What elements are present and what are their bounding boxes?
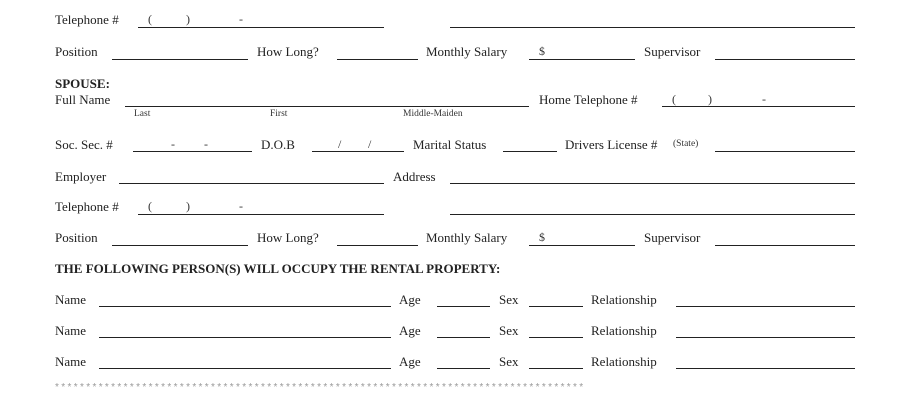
- spouse-dob-label: D.O.B: [261, 137, 295, 152]
- occupant-sex-label: Sex: [499, 323, 519, 338]
- spouse-how-long-label: How Long?: [257, 230, 319, 245]
- telephone-extra-field[interactable]: [450, 27, 855, 28]
- occupant-age-field[interactable]: [437, 368, 490, 369]
- occupant-sex-field[interactable]: [529, 368, 583, 369]
- spouse-drivers-license-field[interactable]: [715, 151, 855, 152]
- occupant-sex-field[interactable]: [529, 306, 583, 307]
- spouse-home-telephone-label: Home Telephone #: [539, 92, 638, 107]
- name-sublabel-first: First: [270, 109, 288, 119]
- occupants-heading: THE FOLLOWING PERSON(S) WILL OCCUPY THE RENTAL PROPERTY:: [55, 261, 501, 276]
- spouse-salary-dollar-sign: $: [539, 230, 545, 244]
- spouse-telephone-extra-field[interactable]: [450, 214, 855, 215]
- occupant-relationship-field[interactable]: [676, 306, 855, 307]
- home-telephone-dash: -: [762, 92, 766, 106]
- occupant-relationship-label: Relationship: [591, 292, 657, 307]
- occupant-name-label: Name: [55, 354, 87, 369]
- position-field[interactable]: [112, 59, 248, 60]
- occupant-name-label: Name: [55, 323, 87, 338]
- telephone-open-paren: (: [148, 12, 152, 26]
- spouse-employer-field[interactable]: [119, 183, 384, 184]
- spouse-how-long-field[interactable]: [337, 245, 418, 246]
- name-sublabel-last: Last: [134, 109, 151, 119]
- occupant-name-field[interactable]: [99, 306, 391, 307]
- occupant-age-label: Age: [399, 292, 421, 307]
- spouse-ssn-label: Soc. Sec. #: [55, 137, 113, 152]
- supervisor-field[interactable]: [715, 59, 855, 60]
- spouse-full-name-field[interactable]: [125, 106, 529, 107]
- occupant-age-field[interactable]: [437, 337, 490, 338]
- spouse-supervisor-field[interactable]: [715, 245, 855, 246]
- spouse-telephone-dash: -: [239, 199, 243, 213]
- spouse-position-field[interactable]: [112, 245, 248, 246]
- spouse-telephone-close-paren: ): [186, 199, 190, 213]
- spouse-supervisor-label: Supervisor: [644, 230, 701, 245]
- occupant-age-label: Age: [399, 354, 421, 369]
- ssn-dash-2: -: [204, 137, 208, 151]
- spouse-full-name-label: Full Name: [55, 92, 111, 107]
- spouse-marital-status-label: Marital Status: [413, 137, 487, 152]
- spouse-marital-status-field[interactable]: [503, 151, 557, 152]
- telephone-close-paren: ): [186, 12, 190, 26]
- asterisk-separator: *************************************************************************************: [55, 382, 586, 393]
- telephone-label: Telephone #: [55, 12, 119, 27]
- telephone-field[interactable]: [138, 27, 384, 28]
- occupant-sex-label: Sex: [499, 292, 519, 307]
- telephone-dash: -: [239, 12, 243, 26]
- spouse-monthly-salary-field[interactable]: [529, 245, 635, 246]
- spouse-drivers-license-label: Drivers License #: [565, 137, 658, 152]
- spouse-ssn-field[interactable]: [133, 151, 252, 152]
- occupant-age-field[interactable]: [437, 306, 490, 307]
- dob-slash-1: /: [338, 137, 342, 151]
- occupant-sex-field[interactable]: [529, 337, 583, 338]
- position-label: Position: [55, 44, 98, 59]
- dob-slash-2: /: [368, 137, 372, 151]
- spouse-telephone-label: Telephone #: [55, 199, 119, 214]
- name-sublabel-middle-maiden: Middle-Maiden: [403, 109, 463, 119]
- spouse-dob-field[interactable]: [312, 151, 404, 152]
- occupant-sex-label: Sex: [499, 354, 519, 369]
- spouse-position-label: Position: [55, 230, 98, 245]
- occupant-age-label: Age: [399, 323, 421, 338]
- supervisor-label: Supervisor: [644, 44, 701, 59]
- occupant-relationship-label: Relationship: [591, 354, 657, 369]
- monthly-salary-label: Monthly Salary: [426, 44, 508, 59]
- spouse-monthly-salary-label: Monthly Salary: [426, 230, 508, 245]
- occupant-relationship-label: Relationship: [591, 323, 657, 338]
- how-long-field[interactable]: [337, 59, 418, 60]
- occupant-relationship-field[interactable]: [676, 337, 855, 338]
- how-long-label: How Long?: [257, 44, 319, 59]
- spouse-telephone-open-paren: (: [148, 199, 152, 213]
- spouse-heading: SPOUSE:: [55, 76, 110, 91]
- salary-dollar-sign: $: [539, 44, 545, 58]
- home-telephone-open-paren: (: [672, 92, 676, 106]
- spouse-address-field[interactable]: [450, 183, 855, 184]
- spouse-address-label: Address: [393, 169, 436, 184]
- drivers-license-state-hint: (State): [673, 139, 699, 149]
- occupant-name-field[interactable]: [99, 368, 391, 369]
- spouse-telephone-field[interactable]: [138, 214, 384, 215]
- monthly-salary-field[interactable]: [529, 59, 635, 60]
- occupant-relationship-field[interactable]: [676, 368, 855, 369]
- home-telephone-close-paren: ): [708, 92, 712, 106]
- occupant-name-label: Name: [55, 292, 87, 307]
- spouse-home-telephone-field[interactable]: [662, 106, 855, 107]
- spouse-employer-label: Employer: [55, 169, 107, 184]
- ssn-dash-1: -: [171, 137, 175, 151]
- occupant-name-field[interactable]: [99, 337, 391, 338]
